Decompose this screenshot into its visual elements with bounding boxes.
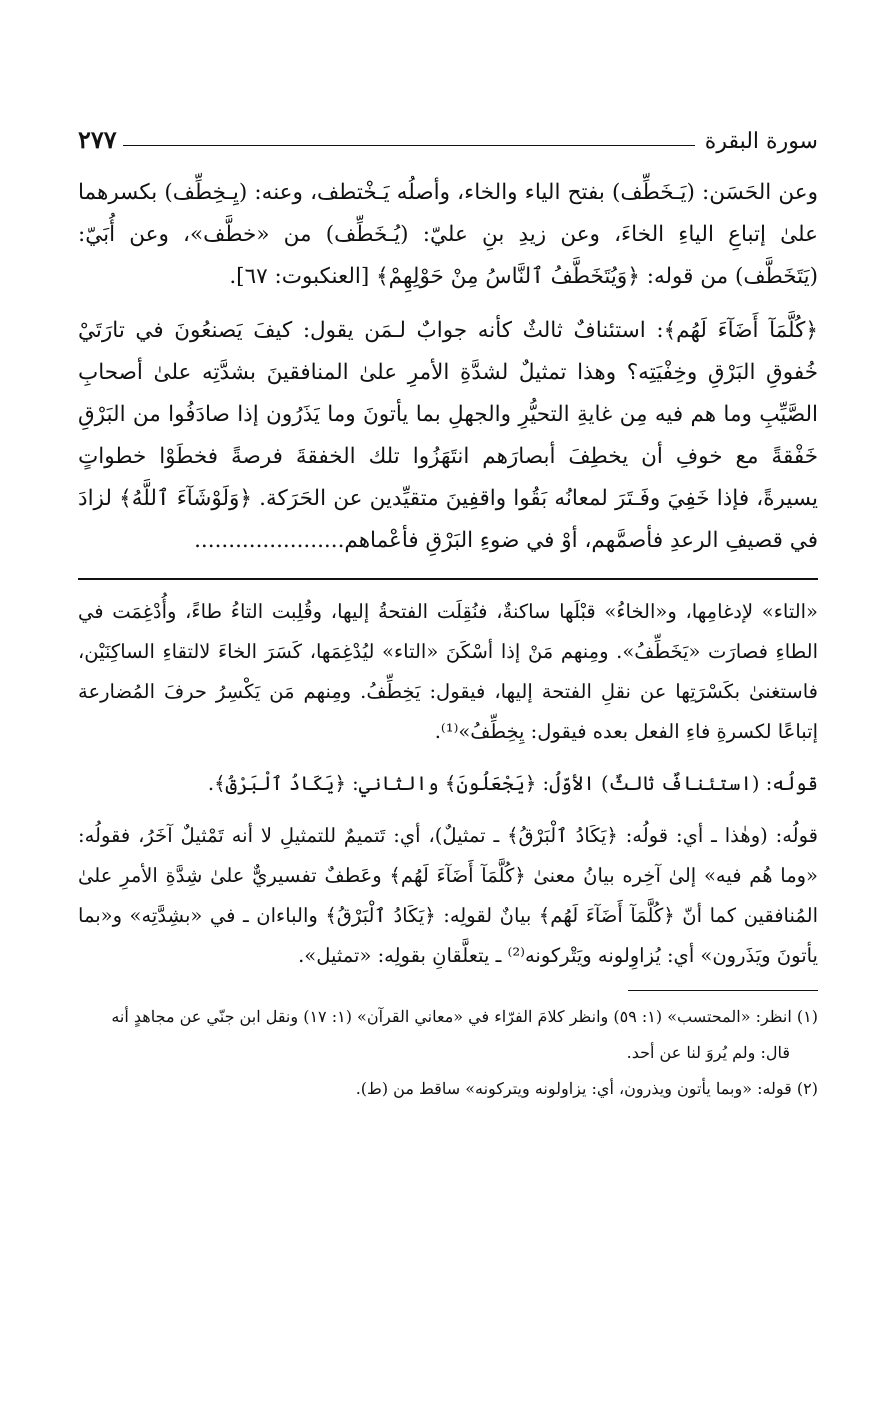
main-paragraph: ﴿كُلَّمَآ أَضَآءَ لَهُم﴾: استئنافٌ ثالثٌ كأنه جوابٌ لـمَن يقول: كيفَ يَصنعُونَ في تارَتَيْ خُفوقِ البَرْقِ وخِفْيَتِه؟ وهذا تمثيلٌ لشدَّةِ الأمرِ علىٰ المنافقينَ بشدَّتِه علىٰ أصحابِ الصَّيِّبِ وما هم فيه مِن غايةِ التحيُّرِ والجهلِ بما يأتونَ وما يَذَرُون إذا صادَفُوا من البَرْقِ خَفْقةً مع خوفِ أن يخطِفَ أبصارَهم انتَهَزُوا تلك الخفقةَ فرصةً فخطَوْا خطواتٍ يسيرةً، فإذا خَفِيَ وفَـتَرَ لمعانُه بَقُوا واقفِينَ متقيِّدين عن الحَرَكة. ﴿وَلَوْشَآءَ ٱللَّهُ﴾ لزادَ في قصيفِ الرعدِ فأصمَّهم، أوْ في ضوءِ البَرْقِ فأعْماهم...................... xyxy=(78,318,818,553)
main-paragraph: وعن الحَسَن: (يَـخَطِّف) بفتح الياء والخاء، وأصلُه يَـخْتطف، وعنه: (يِـخِطِّف) بكسرهما علىٰ إتباعِ الياءِ الخاءَ، وعن زيدِ بنِ عليّ: (يُـخَطِّف) من «خطَّف»، وعن أُبَيّ: (يَتَخَطَّف) من قوله: ﴿وَيُتَخَطَّفُ ٱلنَّاسُ مِنْ حَوْلِهِمْ﴾ [العنكبوت: ٦٧]. xyxy=(78,180,818,289)
book-page xyxy=(78,112,818,1109)
page-number: ٢٧٧ xyxy=(78,125,117,154)
commentary-paragraph: قولُه: (استئنافٌ ثالثٌ) الأوّلُ: ﴿يَجْعَلُونَ﴾ والثاني: ﴿يَكَادُ ٱلْبَرْقُ﴾. xyxy=(207,772,818,795)
footnote-continuation: قال: ولم يُروَ لنا عن أحد. xyxy=(626,1043,790,1062)
commentary-paragraph: «التاء» لإدغامِها، و«الخاءُ» قبْلَها ساكنةٌ، فنُقِلَت الفتحةُ إليها، وقُلِبت التاءُ طاءً، وأُدْغِمَت في الطاءِ فصارَت «يَخَطِّفُ». ومِنهم مَنْ إذا أسْكَنَ «التاء» ليُدْغِمَها، كَسَرَ الخاءَ لالتقاءِ الساكِنَيْن، فاستغنىٰ بكَسْرَتِها عن نقلِ الفتحة إليها، فيقول: يَخِطِّفُ. ومِنهم مَن يَكْسِرُ حرفَ المُضارعة إتباعًا لكسرةِ فاءِ الفعل بعده فيقول: يِخِطِّفُ»⁽¹⁾. xyxy=(78,600,818,743)
surah-title: سورة البقرة xyxy=(704,129,818,154)
footnotes xyxy=(78,1001,818,1105)
commentary-text xyxy=(78,592,818,976)
main-text xyxy=(78,172,818,562)
footnote: (١) انظر: «المحتسب» (١: ٥٩) وانظر كلامَ الفرّاء في «معاني القرآن» (١: ١٧) ونقل ابن جنّي عن مجاهدٍ أنه xyxy=(111,1007,818,1026)
footnote: (٢) قوله: «وبما يأتون ويذرون، أي: يزاولونه ويتركونه» ساقط من (ط). xyxy=(355,1079,818,1098)
page-header xyxy=(78,112,818,154)
footnote-divider xyxy=(628,990,818,991)
commentary-paragraph: قولُه: (وهٰذا ـ أي: قولُه: ﴿يَكَادُ ٱلْبَرْقُ﴾ ـ تمثيلٌ)، أي: تَتميمٌ للتمثيلِ لا أنه تَمْثيلٌ آخَرُ، فقولُه: «وما هُم فيه» إلىٰ آخِره بيانُ معنىٰ ﴿كُلَّمَآ أَضَآءَ لَهُم﴾ وعَطفٌ تفسيريٌّ علىٰ شِدَّةِ الأمرِ علىٰ المُنافقين كما أنّ ﴿كُلَّمَآ أَضَآءَ لَهُم﴾ بيانٌ لقولِه: ﴿يَكَادُ ٱلْبَرْقُ﴾ والباءان ـ في «بشِدَّتِه» و«بما يأتونَ ويَذَرون» أي: يُزاوِلونه ويَتْركونه⁽²⁾ ـ يتعلَّقانِ بقولِه: «تمثيل». xyxy=(78,824,818,967)
header-rule xyxy=(123,145,695,146)
section-divider xyxy=(78,578,818,580)
